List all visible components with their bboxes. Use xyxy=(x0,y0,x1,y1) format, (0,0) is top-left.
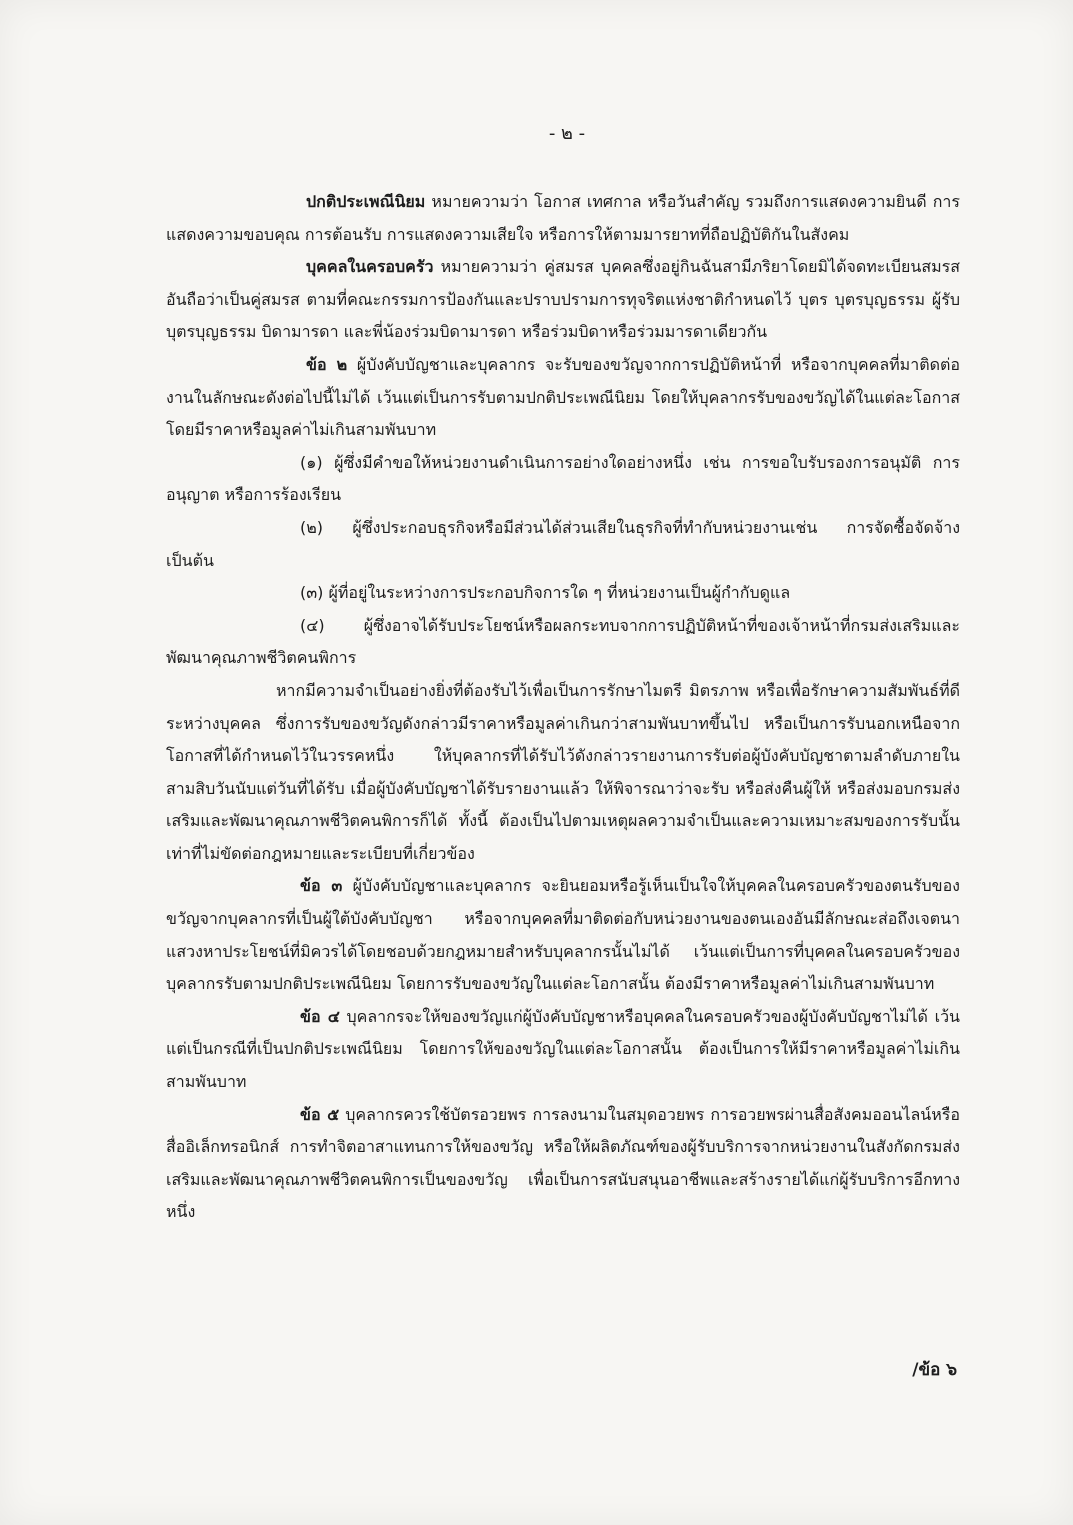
clause-text: ผู้บังคับบัญชาและบุคลากร จะรับของขวัญจากการปฏิบัติหน้าที่ หรือจากบุคคลที่มาติดต่องานในลักษณะดังต่อไปนี้ไม่ได้ เว้นแต่เป็นการรับตามปกติประเพณีนิยม โดยให้บุคลากรรับของขวัญได้ในแต่ละโอกาส โดยมีราคาหรือมูลค่าไม่เกินสามพันบาท xyxy=(166,354,960,440)
clause-text: บุคลากรควรใช้บัตรอวยพร การลงนามในสมุดอวยพร การอวยพรผ่านสื่อสังคมออนไลน์หรือสื่ออิเล็กทรอนิกส์ การทำจิตอาสาแทนการให้ของขวัญ หรือให้ผลิตภัณฑ์ของผู้รับบริการจากหน่วยงานในสังกัดกรมส่งเสริมและพัฒนาคุณภาพชีวิตคนพิการเป็นของขวัญ เพื่อเป็นการสนับสนุนอาชีพและสร้างรายได้แก่ผู้รับบริการอีกทางหนึ่ง xyxy=(166,1104,960,1222)
continuation-marker: /ข้อ ๖ xyxy=(912,1360,957,1380)
clause-2-item-1: (๑) ผู้ซึ่งมีคำขอให้หน่วยงานดำเนินการอย่างใดอย่างหนึ่ง เช่น การขอใบรับรองการอนุมัติ การอนุญาต หรือการร้องเรียน xyxy=(166,452,960,505)
definition-term: ปกติประเพณีนิยม xyxy=(306,192,426,211)
clause-2 xyxy=(166,349,960,447)
definition-text: หมายความว่า คู่สมรส บุคคลซึ่งอยู่กินฉันสามีภริยาโดยมิได้จดทะเบียนสมรสอันถือว่าเป็นคู่สมรส ตามที่คณะกรรมการป้องกันและปราบปรามการทุจริตแห่งชาติกำหนดไว้ บุตร บุตรบุญธรรม ผู้รับบุตรบุญธรรม บิดามารดา และพี่น้องร่วมบิดามารดา หรือร่วมบิดาหรือร่วมมารดาเดียวกัน xyxy=(166,257,960,342)
clause-label: ข้อ ๔ xyxy=(300,1006,340,1026)
clause-label: ข้อ ๓ xyxy=(300,876,343,896)
document-body xyxy=(166,186,960,1229)
clause-4 xyxy=(166,1001,960,1099)
definition-text: หมายความว่า โอกาส เทศกาล หรือวันสำคัญ รวมถึงการแสดงความยินดี การแสดงความขอบคุณ การต้อนรับ การแสดงความเสียใจ หรือการให้ตามมารยาทที่ถือปฏิบัติกันในสังคม xyxy=(166,192,960,244)
definition-term: บุคคลในครอบครัว xyxy=(306,257,434,277)
clause-2-item-3: (๓) ผู้ที่อยู่ในระหว่างการประกอบกิจการใด ๆ ที่หน่วยงานเป็นผู้กำกับดูแล xyxy=(300,583,791,603)
clause-label: ข้อ ๒ xyxy=(306,354,348,374)
clause-2-followup: หากมีความจำเป็นอย่างยิ่งที่ต้องรับไว้เพื่อเป็นการรักษาไมตรี มิตรภาพ หรือเพื่อรักษาความสัมพันธ์ที่ดีระหว่างบุคคล ซึ่งการรับของขวัญดังกล่าวมีราคาหรือมูลค่าเกินกว่าสามพันบาทขึ้นไป หรือเป็นการรับนอกเหนือจากโอกาสที่ได้กำหนดไว้ในวรรคหนึ่ง ให้บุคลากรที่ได้รับไว้ดังกล่าวรายงานการรับต่อผู้บังคับบัญชาตามลำดับภายในสามสิบวันนับแต่วันที่ได้รับ เมื่อผู้บังคับบัญชาได้รับรายงานแล้ว ให้พิจารณาว่าจะรับ หรือส่งคืนผู้ให้ หรือส่งมอบกรมส่งเสริมและพัฒนาคุณภาพชีวิตคนพิการก็ได้ ทั้งนี้ ต้องเป็นไปตามเหตุผลความจำเป็นและความเหมาะสมของการรับนั้น เท่าที่ไม่ขัดต่อกฎหมายและระเบียบที่เกี่ยวข้อง xyxy=(166,680,960,863)
clause-text: ผู้บังคับบัญชาและบุคลากร จะยินยอมหรือรู้เห็นเป็นใจให้บุคคลในครอบครัวของตนรับของขวัญจากบุคลากรที่เป็นผู้ใต้บังคับบัญชา หรือจากบุคคลที่มาติดต่อกับหน่วยงานของตนเองอันมีลักษณะส่อถึงเจตนาแสวงหาประโยชน์ที่มิควรได้โดยชอบด้วยกฎหมายสำหรับบุคลากรนั้นไม่ได้ เว้นแต่เป็นการที่บุคคลในครอบครัวของบุคลากรรับตามปกติประเพณีนิยม โดยการรับของขวัญในแต่ละโอกาสนั้น ต้องมีราคาหรือมูลค่าไม่เกินสามพันบาท xyxy=(166,876,960,994)
clause-2-item-2: (๒) ผู้ซึ่งประกอบธุรกิจหรือมีส่วนได้ส่วนเสียในธุรกิจที่ทำกับหน่วยงานเช่น การจัดซื้อจัดจ้าง เป็นต้น xyxy=(166,517,960,570)
page-number: - ๒ - xyxy=(548,123,586,144)
clause-label: ข้อ ๕ xyxy=(300,1104,340,1124)
definition-family-member xyxy=(166,251,960,349)
clause-2-item-4: (๔) ผู้ซึ่งอาจได้รับประโยชน์หรือผลกระทบจากการปฏิบัติหน้าที่ของเจ้าหน้าที่กรมส่งเสริมและพัฒนาคุณภาพชีวิตคนพิการ xyxy=(166,615,960,668)
definition-customary-tradition xyxy=(166,186,960,251)
clause-text: บุคลากรจะให้ของขวัญแก่ผู้บังคับบัญชาหรือบุคคลในครอบครัวของผู้บังคับบัญชาไม่ได้ เว้นแต่เป็นกรณีที่เป็นปกติประเพณีนิยม โดยการให้ของขวัญในแต่ละโอกาสนั้น ต้องเป็นการให้มีราคาหรือมูลค่าไม่เกินสามพันบาท xyxy=(166,1006,960,1092)
clause-5 xyxy=(166,1099,960,1229)
clause-3 xyxy=(166,870,960,1000)
